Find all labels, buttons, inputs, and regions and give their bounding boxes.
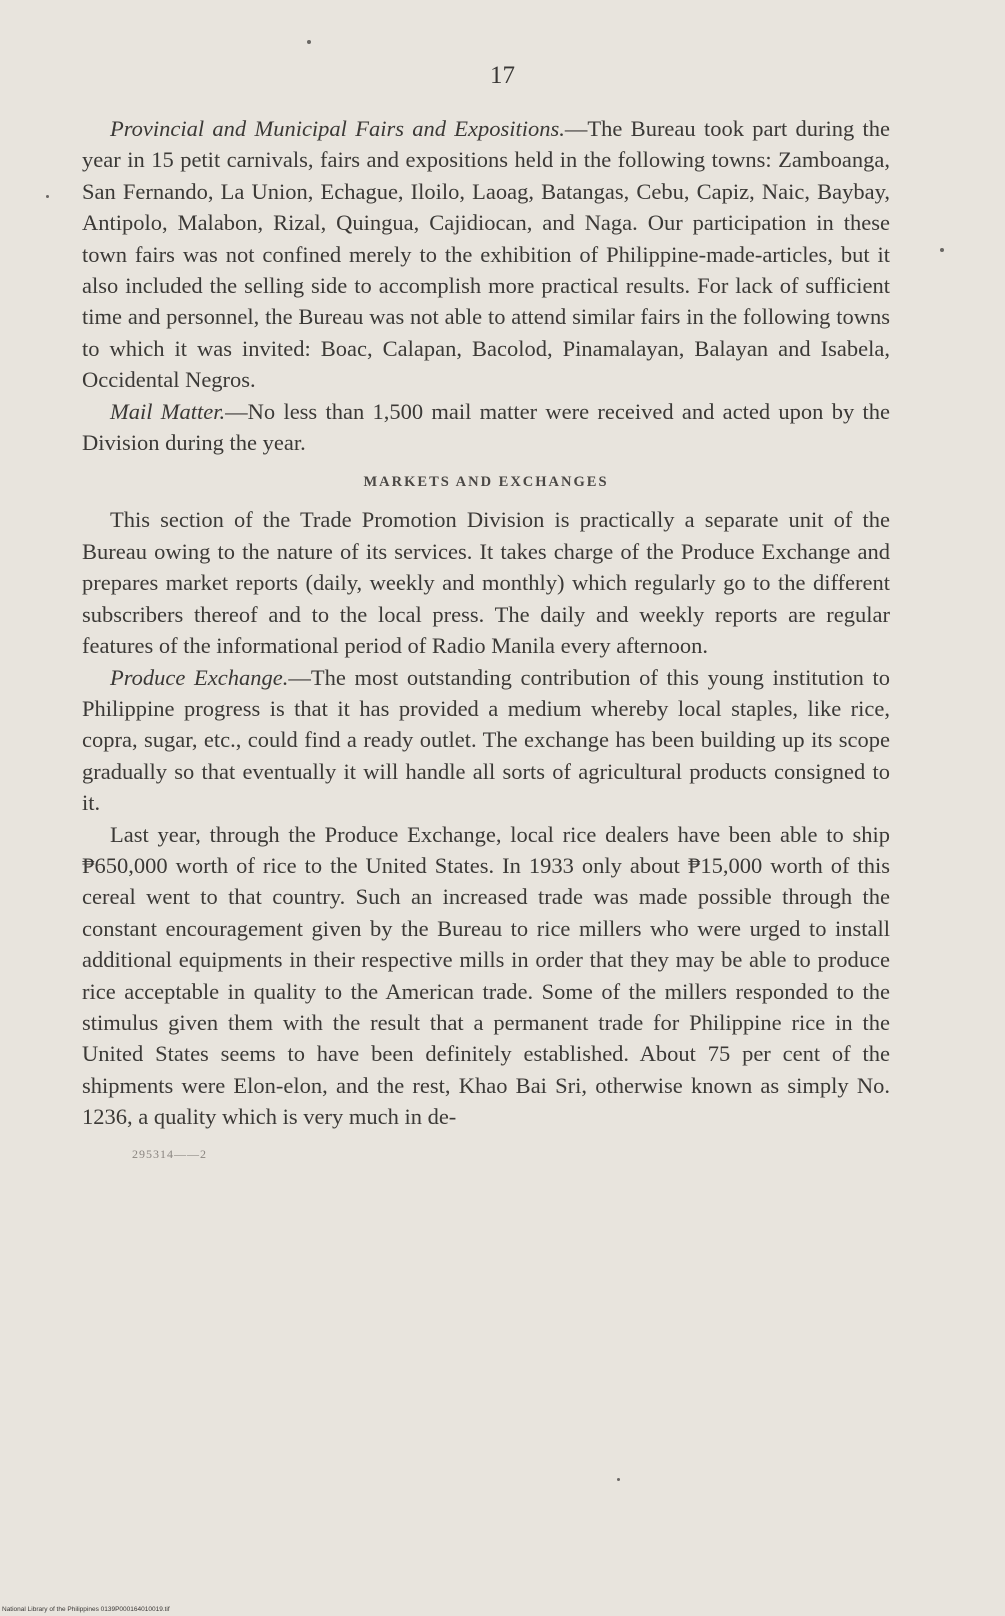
page-number: 17 bbox=[490, 62, 515, 89]
paragraph-text: —The Bureau took part during the year in 15 petit carnivals, fairs and expositions held in the following towns: Zamboanga, San Fernando, La Union, Echague, Iloilo, Laoag, Batangas, Cebu, Capiz, Naic, Baybay, Antipolo, Malabon, Rizal, Quingua, Cajidiocan, and Naga. Our participation in these town fairs was not confined merely to the exhibition of Philippine-made-articles, but it also included the selling side to accomplish more practical results. For lack of sufficient time and personnel, the Bureau was not able to attend similar fairs in the following towns to which it was invited: Boac, Calapan, Bacolod, Pinamalayan, Balayan and Isabela, Occidental Negros. bbox=[82, 116, 890, 393]
run-in-heading-mail: Mail Matter. bbox=[110, 398, 226, 424]
paragraph-produce-exchange bbox=[82, 662, 890, 819]
paragraph-text: —The most outstanding contribution of this young institution to Philippine progress is that it has provided a medium whereby local staples, like rice, copra, sugar, etc., could find a ready outlet. The exchange has been building up its scope gradually so that eventually it will handle all sorts of agricultural products consigned to it. bbox=[82, 664, 890, 816]
paragraph-text: This section of the Trade Promotion Division is practically a separate unit of the Bureau owing to the nature of its services. It takes charge of the Produce Exchange and prepares market reports (daily, weekly and monthly) which regularly go to the different subscribers thereof and to the local press. The daily and weekly reports are regular features of the informational period of Radio Manila every afternoon. bbox=[82, 507, 890, 659]
body-text bbox=[82, 113, 890, 1170]
run-in-heading-fairs: Provincial and Municipal Fairs and Expositions. bbox=[110, 116, 565, 141]
dust-speck bbox=[307, 40, 311, 44]
dust-speck bbox=[617, 1478, 620, 1481]
paragraph-text: Last year, through the Produce Exchange, local rice dealers have been able to ship ₱650,000 worth of rice to the United States. In 1933 only about ₱15,000 worth of this cereal went to that country. Such an increased trade was made possible through the constant encouragement given by the Bureau to rice millers who were urged to install additional equipments in their respective mills in order that they may be able to produce rice acceptable in quality to the American trade. Some of the millers responded to the stimulus given them with the result that a permanent trade for Philippine rice in the United States seems to have been definitely established. About 75 per cent of the shipments were Elon-elon, and the rest, Khao Bai Sri, otherwise known as simply No. 1236, a quality which is very much in de- bbox=[82, 821, 890, 1130]
paragraph-section-intro bbox=[82, 504, 890, 661]
dust-speck bbox=[940, 248, 944, 252]
printer-code: 295314——2 bbox=[132, 1146, 207, 1161]
paragraph-rice-trade bbox=[82, 819, 890, 1133]
dust-speck bbox=[46, 195, 49, 198]
section-heading: MARKETS AND EXCHANGES bbox=[363, 474, 609, 491]
paragraph-mail-matter bbox=[82, 396, 890, 459]
paragraph-text: —No less than 1,500 mail matter were received and acted upon by the Division during the year. bbox=[82, 398, 890, 456]
scan-credit: National Library of the Philippines 0139P000164010019.tif bbox=[2, 1606, 170, 1613]
paragraph-fairs bbox=[82, 113, 890, 396]
run-in-heading-produce: Produce Exchange. bbox=[110, 664, 289, 690]
